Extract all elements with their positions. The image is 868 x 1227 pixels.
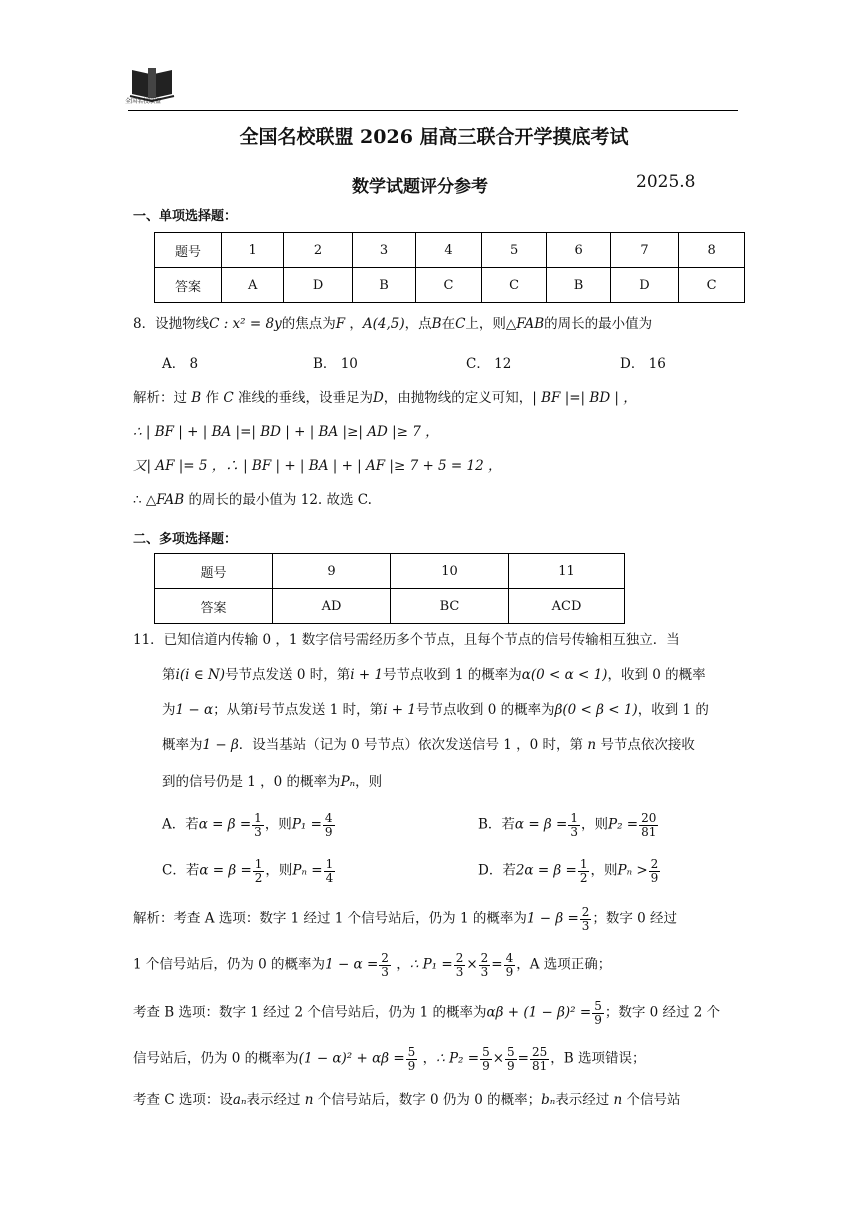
math: i [253,702,258,718]
text: A．若 [162,816,199,833]
math: P₂ = [607,816,639,833]
math: (1 − α)² + αβ = [298,1050,405,1067]
frac-num: 2 [581,905,590,919]
text: 作 [205,390,220,406]
math: i + 1 [350,667,384,683]
table-row [155,268,745,303]
row-label: 题号 [155,233,222,268]
frac-num: 2 [480,951,489,965]
text: 的焦点为 [281,316,336,332]
frac-num: 4 [324,811,333,825]
frac-num: 1 [579,857,588,871]
frac-num: 25 [531,1045,548,1059]
fraction [379,952,391,978]
text: 为 [162,702,176,718]
math: ∴ P₁ = [409,956,453,973]
text: ；数字 0 经过 2 个 [604,1004,721,1021]
frac-num: 20 [641,811,657,825]
math: 1 − α = [325,956,379,973]
fraction [252,812,264,838]
text: ，A 选项正确； [516,956,612,973]
math: n [304,1092,314,1108]
text: ∴ △ [133,492,157,508]
text: 表示经过 [555,1092,610,1108]
fraction [639,812,658,838]
math: C [223,390,234,406]
math: α(0 < α < 1) [521,667,608,683]
row-label: 答案 [155,589,273,624]
text: 的周长的最小值为 12. 故选 C. [188,492,372,508]
fraction [505,1046,517,1072]
fraction [578,858,590,884]
math: C [455,316,466,332]
table-cell: 1 [222,233,284,268]
table-cell: 9 [273,554,391,589]
text: D．若 [478,862,516,879]
fraction [323,812,335,838]
text: 在 [441,316,456,332]
table-cell: 6 [547,233,610,268]
math: aₙ [232,1092,247,1108]
text: ，则 [355,774,383,790]
math: 1 − α [175,702,214,718]
q8-option-a: A． 8 [162,356,199,372]
frac-den: 3 [455,964,464,979]
text: 解析：考查 A 选项：数字 1 经过 1 个信号站后，仍为 1 的概率为 [133,910,527,927]
fraction [480,1046,492,1072]
fraction [530,1046,549,1072]
text: 信号站后，仍为 0 的概率为 [133,1050,299,1067]
q8-solution-3: 又| AF |= 5 ，∴ | BF | + | BA | + | AF |≥ 7 + 5 = 12 ， [133,458,502,474]
table-row [155,554,625,589]
math: 1 − β = [526,910,579,927]
fraction [406,1046,418,1072]
math: | BF |=| BD | ， [532,390,637,406]
q11-solution-c1 [133,1094,681,1108]
table-cell: BC [391,589,509,624]
frac-num: 5 [482,1045,490,1059]
q11-solution-a1 [133,906,677,932]
q8-option-c: C． 12 [466,356,512,372]
q11-line-5 [162,776,382,790]
math: α = β = [199,862,252,879]
frac-den: 3 [570,824,578,839]
table-cell: D [284,268,353,303]
math: n [587,737,597,753]
frac-den: 9 [507,1058,515,1073]
fraction [454,952,466,978]
math: bₙ [541,1092,556,1108]
fraction [649,858,661,884]
table-cell: ACD [509,589,625,624]
frac-num: 2 [381,951,389,965]
single-choice-table [154,232,745,303]
page-title: 全国名校联盟 2026 届高三联合开学摸底考试 [239,126,629,148]
section2-heading: 二、多项选择题： [133,532,238,547]
q8-option-b: B． 10 [313,356,358,372]
table-cell: 11 [509,554,625,589]
frac-num: 1 [570,811,578,825]
header-rule [128,110,738,111]
text: 考查 C 选项：设 [133,1092,233,1108]
text: 个信号站 [626,1092,681,1108]
frac-den: 81 [641,824,657,839]
frac-num: 5 [594,999,602,1013]
math: α = β = [198,816,252,833]
frac-num: 5 [507,1045,515,1059]
q11-solution-b1 [133,1000,720,1026]
fraction [504,952,516,978]
frac-den: 3 [480,964,489,979]
frac-num: 1 [325,857,334,871]
table-cell: B [547,268,610,303]
text: C．若 [162,862,200,879]
q11-line-3 [162,704,709,718]
text: ；从第 [213,702,254,718]
q11-option-a [162,812,336,838]
q11-option-b [478,812,659,838]
q11-line-1: 11．已知信道内传输 0 ，1 数字信号需经历多个节点，且每个节点的信号传输相互独立．当 [133,632,680,648]
fraction [580,906,592,932]
text: 上，则△ [465,316,517,332]
text: ，收到 1 的 [637,702,709,718]
text: ，点 [404,316,432,332]
math: n [613,1092,623,1108]
frac-den: 2 [254,870,263,885]
logo-text: 全国名校联盟 [125,98,162,105]
table-cell: A [222,268,284,303]
table-cell: B [352,268,415,303]
text: ，收到 0 的概率 [607,667,706,683]
frac-num: 1 [254,857,263,871]
text: 号节点发送 0 时，第 [225,667,351,683]
table-cell: 5 [481,233,547,268]
page-subtitle: 数学试题评分参考 [352,177,488,197]
table-cell: 10 [391,554,509,589]
text: ，则 [264,816,292,833]
text: ，由抛物线的定义可知， [383,390,533,406]
fraction [324,858,336,884]
math: Pₙ = [292,862,323,879]
text: 到的信号仍是 1 ，0 的概率为 [162,774,341,790]
text: 概率为 [162,737,203,753]
text: ，B 选项错误； [550,1050,646,1067]
frac-num: 5 [407,1045,416,1059]
table-cell: C [679,268,745,303]
q11-solution-a2: 1 个信号站后，仍为 0 的概率为1 − α = $\frac{2}{3}$ ，∴ P₁ = $\frac{2}{3}$ × $\frac{2}{3}$ = $\frac{4}{9}$ ，A 选项正确； [133,951,612,979]
math: P₁ = [291,816,322,833]
q11-solution-b2: 信号站后，仍为 0 的概率为(1 − α)² + αβ = $\frac{5}{9}$ ，∴ P₂ = $\frac{5}{9}$ × $\frac{5}{9}$ = $\frac{25}{81}$ ，B 选项错误； [133,1045,646,1073]
text: 第 [162,667,176,683]
fraction [568,812,580,838]
text: 个信号站后，数字 0 仍为 0 的概率； [317,1092,542,1108]
math: 1 − β [202,737,239,753]
math: i(i ∈ N) [175,667,226,683]
text: ，则 [265,862,293,879]
q8-solution-1 [133,392,637,406]
text: 准线的垂线，设垂足为 [237,390,373,406]
frac-den: 3 [381,964,389,979]
text: 号节点发送 1 时，第 [257,702,384,718]
text: B．若 [478,816,515,833]
text: ．设当基站（记为 0 号节点）依次发送信号 1 ，0 时，第 [238,737,584,753]
table-row [155,233,745,268]
frac-num: 4 [505,951,514,965]
row-label: 题号 [155,554,273,589]
q11-option-c [162,858,336,884]
frac-den: 4 [325,870,334,885]
frac-num: 2 [650,857,659,871]
section1-heading: 一、单项选择题： [133,209,238,224]
math: FAB [516,316,545,332]
math: C : x² = 8y [209,316,282,332]
math: × [466,956,478,973]
math: 2α = β = [515,862,577,879]
math: ∴ P₂ = [436,1050,480,1067]
frac-den: 81 [531,1058,548,1073]
frac-den: 2 [579,870,588,885]
text: 的周长的最小值为 [544,316,653,332]
table-cell: 2 [284,233,353,268]
frac-den: 3 [581,918,590,933]
table-cell: D [610,268,679,303]
text: 考查 B 选项：数字 1 经过 2 个信号站后，仍为 1 的概率为 [133,1004,487,1021]
text: 号节点收到 1 的概率为 [383,667,522,683]
q8-stem: 8．设抛物线C : x² = 8y的焦点为F ，A(4,5)，点B在C上，则△FAB的周长的最小值为 [133,316,653,332]
frac-den: 9 [594,1012,602,1027]
frac-num: 2 [455,951,464,965]
text: 表示经过 [246,1092,301,1108]
math: = [517,1050,529,1067]
table-cell: 7 [610,233,679,268]
fraction [592,1000,604,1026]
table-row [155,589,625,624]
math: D [372,390,384,406]
table-cell: 4 [416,233,482,268]
math: = [491,956,503,973]
q8-solution-2: ∴ | BF | + | BA |=| BD | + | BA |≥| AD |≥ 7 ， [133,424,439,440]
math: B [191,390,202,406]
table-cell: C [416,268,482,303]
math: β(0 < β < 1) [554,702,638,718]
math: FAB [156,492,185,508]
math: α = β = [514,816,568,833]
frac-den: 9 [650,870,659,885]
table-cell: 3 [352,233,415,268]
fraction [479,952,491,978]
fraction [253,858,265,884]
frac-den: 3 [254,824,262,839]
frac-den: 9 [324,824,333,839]
table-cell: C [481,268,547,303]
q11-option-d [478,858,661,884]
math: A(4,5) [362,316,405,332]
frac-den: 9 [482,1058,490,1073]
text: 8．设抛物线 [133,316,210,332]
math: B [431,316,442,332]
text: 1 个信号站后，仍为 0 的概率为 [133,956,326,973]
text: ，则 [580,816,608,833]
math: × [492,1050,505,1067]
row-label: 答案 [155,268,222,303]
table-cell: 8 [679,233,745,268]
math: Pₙ > [617,862,648,879]
text: ，则 [590,862,618,879]
q8-solution-4 [133,494,372,508]
q11-line-2 [162,669,706,683]
text: ；数字 0 经过 [592,910,678,927]
math: αβ + (1 − β)² = [486,1004,592,1021]
math: Pₙ [340,774,356,790]
frac-num: 1 [254,811,262,825]
table-cell: AD [273,589,391,624]
math: F [335,316,346,332]
multi-choice-table [154,553,625,624]
text: 号节点依次接收 [600,737,695,753]
frac-den: 9 [505,964,514,979]
frac-den: 9 [407,1058,416,1073]
q8-option-d: D． 16 [620,356,666,372]
exam-date: 2025.8 [636,172,696,192]
text: 解析：过 [133,390,187,406]
q11-line-4 [162,739,695,753]
math: i + 1 [383,702,416,718]
text: 号节点收到 0 的概率为 [415,702,555,718]
